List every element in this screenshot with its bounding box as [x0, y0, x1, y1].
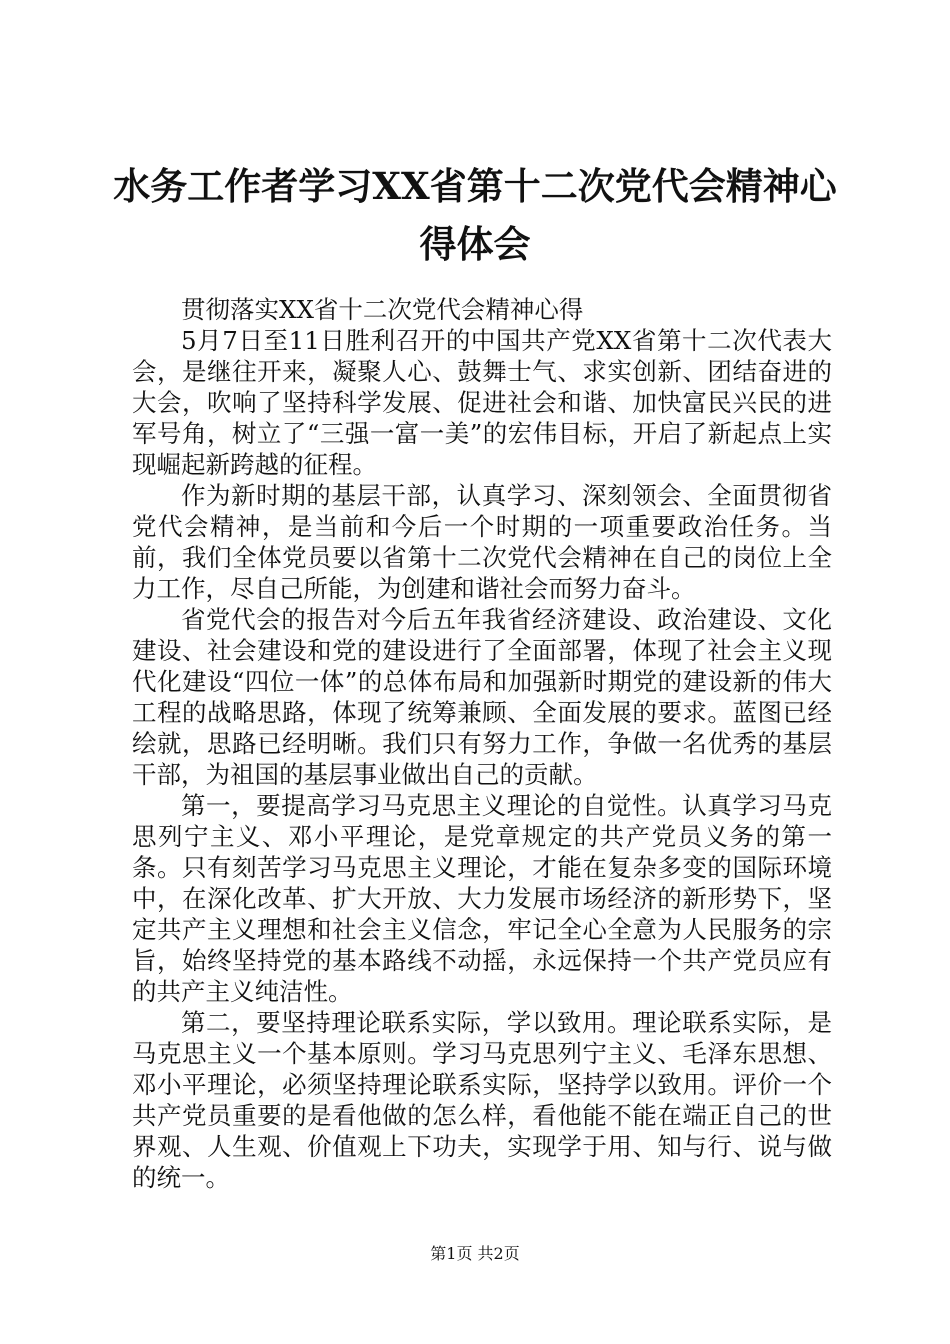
- document-body: [132, 294, 832, 1193]
- paragraph: 第二，要坚持理论联系实际，学以致用。理论联系实际，是马克思主义一个基本原则。学习马克思列宁主义、毛泽东思想、邓小平理论，必须坚持理论联系实际，坚持学以致用。评价一个共产党员重要的是看他做的怎么样，看他能不能在端正自己的世界观、人生观、价值观上下功夫，实现学于用、知与行、说与做的统一。: [132, 1008, 832, 1192]
- paragraph: 5月7日至11日胜利召开的中国共产党XX省第十二次代表大会，是继往开来，凝聚人心、鼓舞士气、求实创新、团结奋进的大会，吹响了坚持科学发展、促进社会和谐、加快富民兴民的进军号角，树立了“三强一富一美”的宏伟目标，开启了新起点上实现崛起新跨越的征程。: [132, 326, 832, 479]
- paragraph-subtitle: 贯彻落实XX省十二次党代会精神心得: [181, 295, 584, 324]
- document-title-line-1: 水务工作者学习XX省第十二次党代会精神心: [113, 164, 837, 208]
- page-footer: 第1页 共2页: [430, 1244, 520, 1263]
- paragraph: 第一，要提高学习马克思主义理论的自觉性。认真学习马克思列宁主义、邓小平理论，是党章规定的共产党员义务的第一条。只有刻苦学习马克思主义理论，才能在复杂多变的国际环境中，在深化改革、扩大开放、大力发展市场经济的新形势下，坚定共产主义理想和社会主义信念，牢记全心全意为人民服务的宗旨，始终坚持党的基本路线不动摇，永远保持一个共产党员应有的共产主义纯洁性。: [132, 791, 832, 1006]
- paragraph: 省党代会的报告对今后五年我省经济建设、政治建设、文化建设、社会建设和党的建设进行了全面部署，体现了社会主义现代化建设“四位一体”的总体布局和加强新时期党的建设新的伟大工程的战略思路，体现了统筹兼顾、全面发展的要求。蓝图已经绘就，思路已经明晰。我们只有努力工作，争做一名优秀的基层干部，为祖国的基层事业做出自己的贡献。: [132, 605, 832, 789]
- document-title-line-2: 得体会: [419, 222, 531, 266]
- paragraph: 作为新时期的基层干部，认真学习、深刻领会、全面贯彻省党代会精神，是当前和今后一个时期的一项重要政治任务。当前，我们全体党员要以省第十二次党代会精神在自己的岗位上全力工作，尽自己所能，为创建和谐社会而努力奋斗。: [132, 481, 832, 603]
